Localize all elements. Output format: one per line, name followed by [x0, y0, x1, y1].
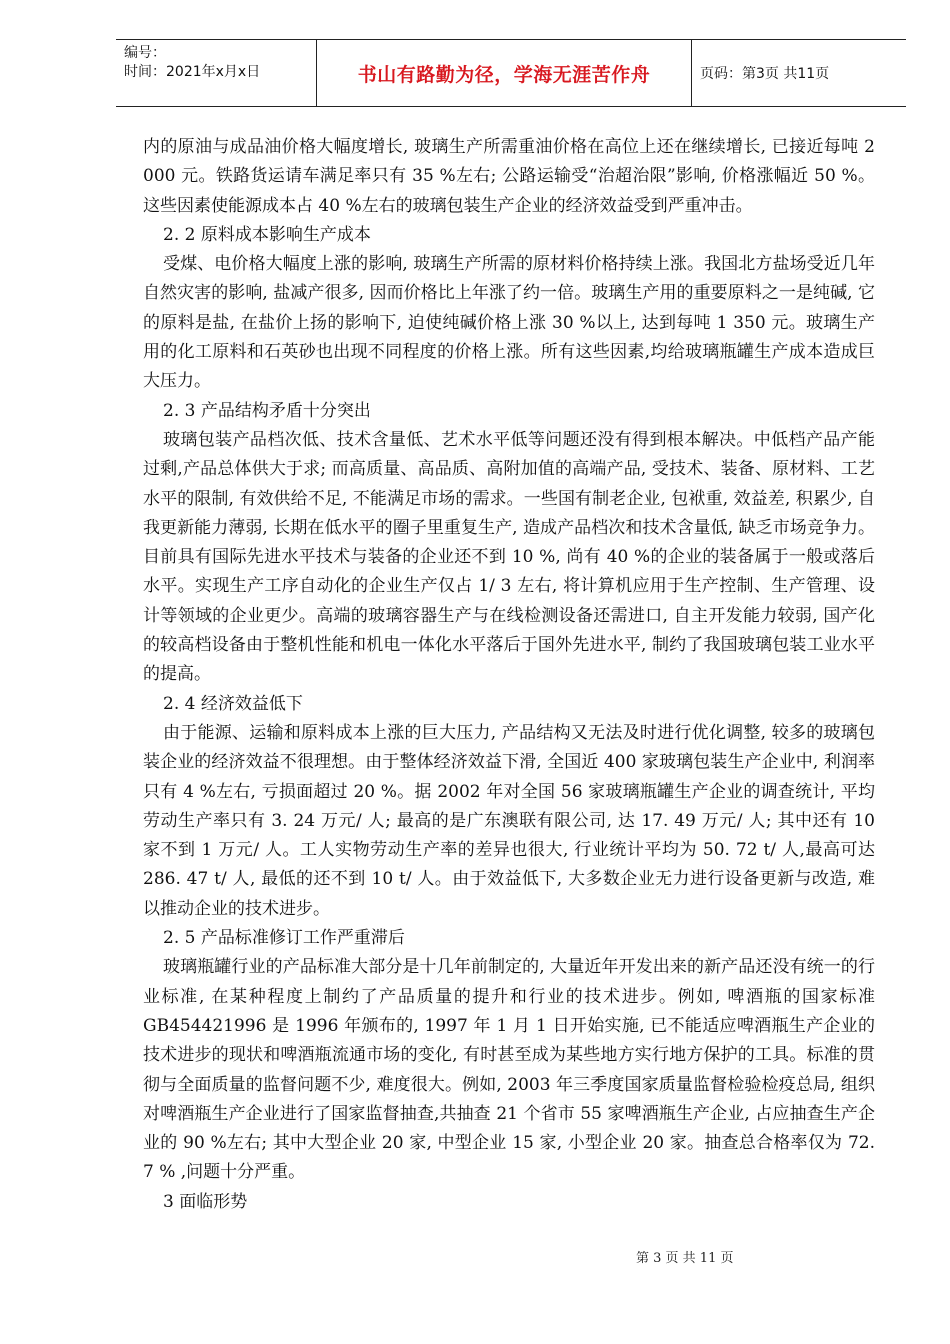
header-page-number: 页码：第3页 共11页 [700, 66, 830, 82]
paragraph: 玻璃瓶罐行业的产品标准大部分是十几年前制定的, 大量近年开发出来的新产品还没有统一的行业标准, 在某种程度上制约了产品质量的提升和行业的技术进步。例如, 啤酒瓶的国家标准 GB454421996 是 1996 年颁布的, 1997 年 1 月 1 日开始实施, 已不能适应啤酒瓶生产企业的技术进步的现状和啤酒瓶流通市场的变化, 有时甚至成为某些地方实行地方保护的工具。标准的贯彻与全面质量的监督问题不少, 难度很大。例如, 2003 年三季度国家质量监督检验检疫总局, 组织对啤酒瓶生产企业进行了国家监督抽查,共抽查 21 个省市 55 家啤酒瓶生产企业, 占应抽查生产企业的 90 %左右; 其中大型企业 20 家, 中型企业 15 家, 小型企业 20 家。抽查总合格率仅为 72. 7 % ,问题十分严重。 [143, 957, 875, 1183]
time-label: 时间：2021年x月x日 [124, 64, 261, 80]
header-motto: 书山有路勤为径，学海无涯苦作舟 [316, 40, 692, 106]
section-heading: 2. 2 原料成本影响生产成本 [163, 224, 371, 245]
page-header [116, 39, 906, 107]
section-heading: 2. 3 产品结构矛盾十分突出 [163, 400, 371, 421]
section-heading: 2. 5 产品标准修订工作严重滞后 [163, 928, 405, 949]
serial-label: 编号： [124, 45, 166, 61]
header-meta [116, 40, 316, 106]
paragraph: 玻璃包装产品档次低、技术含量低、艺术水平低等问题还没有得到根本解决。中低档产品产能过剩,产品总体供大于求; 而高质量、高品质、高附加值的高端产品, 受技术、装备、原材料、工艺水平的限制, 有效供给不足, 不能满足市场的需求。一些国有制老企业, 包袱重, 效益差, 积累少, 自我更新能力薄弱, 长期在低水平的圈子里重复生产, 造成产品档次和技术含量低, 缺乏市场竞争力。目前具有国际先进水平技术与装备的企业还不到 10 %, 尚有 40 %的企业的装备属于一般或落后水平。实现生产工序自动化的企业生产仅占 1/ 3 左右, 将计算机应用于生产控制、生产管理、设计等领域的企业更少。高端的玻璃容器生产与在线检测设备还需进口, 自主开发能力较弱, 国产化的较高档设备由于整机性能和机电一体化水平落后于国外先进水平, 制约了我国玻璃包装工业水平的提高。 [143, 429, 875, 685]
section-heading: 2. 4 经济效益低下 [163, 693, 303, 714]
page-footer: 第 3 页 共 11 页 [636, 1251, 734, 1266]
section-heading: 3 面临形势 [163, 1191, 248, 1212]
paragraph: 受煤、电价格大幅度上涨的影响, 玻璃生产所需的原材料价格持续上涨。我国北方盐场受近几年自然灾害的影响, 盐减产很多, 因而价格比上年涨了约一倍。玻璃生产用的重要原料之一是纯碱, 它的原料是盐, 在盐价上扬的影响下, 迫使纯碱价格上涨 30 %以上, 达到每吨 1 350 元。玻璃生产用的化工原料和石英砂也出现不同程度的价格上涨。所有这些因素,均给玻璃瓶罐生产成本造成巨大压力。 [143, 254, 875, 392]
document-body [143, 133, 875, 1217]
paragraph: 由于能源、运输和原料成本上涨的巨大压力, 产品结构又无法及时进行优化调整, 较多的玻璃包装企业的经济效益不很理想。由于整体经济效益下滑, 全国近 400 家玻璃包装生产企业中, 利润率只有 4 %左右, 亏损面超过 20 %。据 2002 年对全国 56 家玻璃瓶罐生产企业的调查统计, 平均劳动生产率只有 3. 24 万元/ 人; 最高的是广东澳联有限公司, 达 17. 49 万元/ 人; 其中还有 10 家不到 1 万元/ 人。工人实物劳动生产率的差异也很大, 行业统计平均为 50. 72 t/ 人,最高可达 286. 47 t/ 人, 最低的还不到 10 t/ 人。由于效益低下, 大多数企业无力进行设备更新与改造, 难以推动企业的技术进步。 [143, 722, 875, 919]
paragraph: 内的原油与成品油价格大幅度增长, 玻璃生产所需重油价格在高位上还在继续增长, 已接近每吨 2 000 元。铁路货运请车满足率只有 35 %左右; 公路运输受“治超治限”影响, 价格涨幅近 50 %。这些因素使能源成本占 40 %左右的玻璃包装生产企业的经济效益受到严重冲击。 [143, 137, 875, 216]
